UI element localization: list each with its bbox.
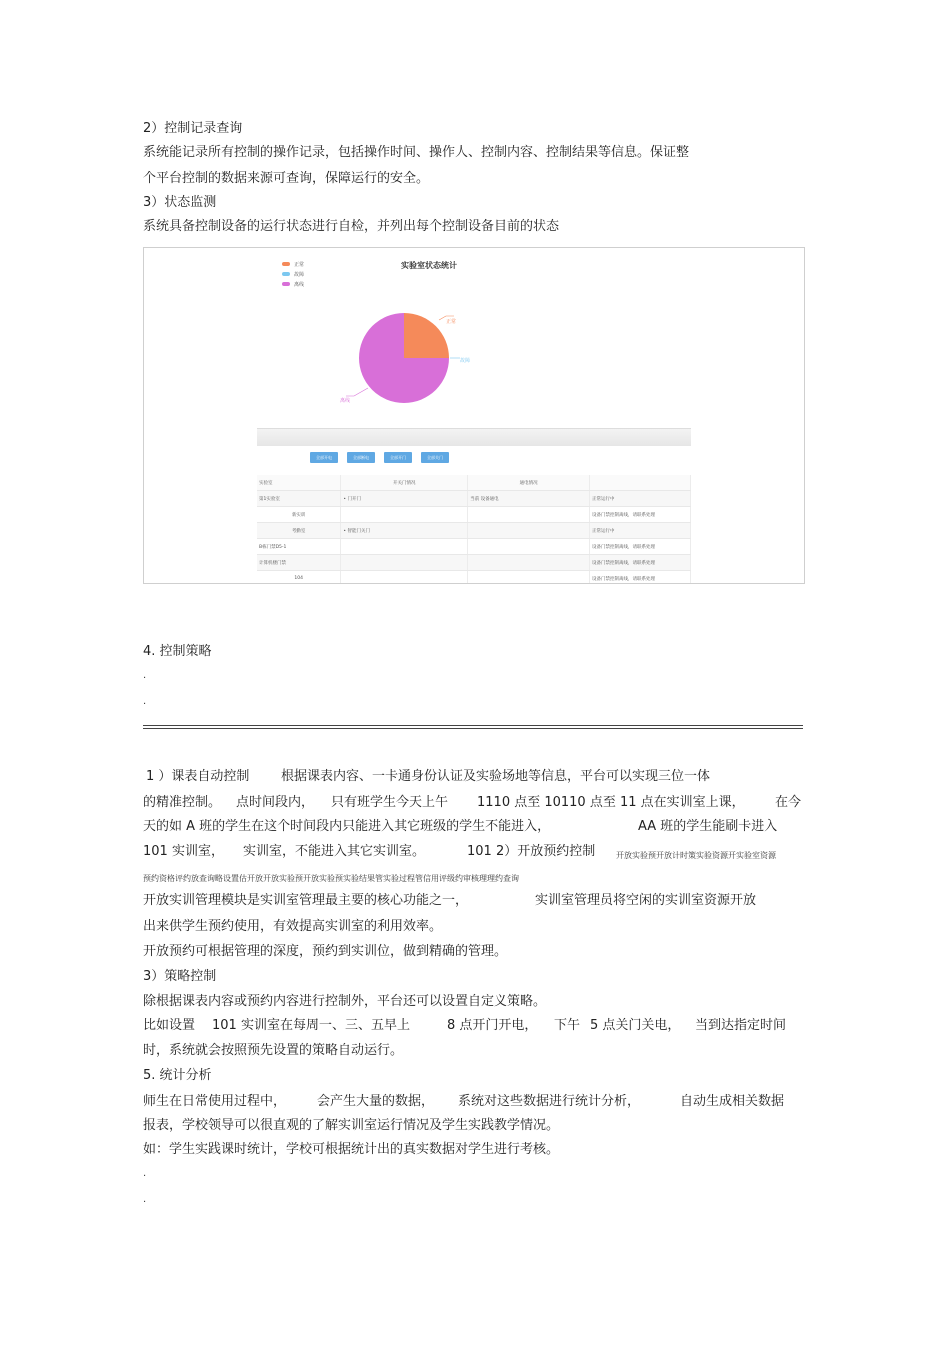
- chart-legend: [282, 259, 304, 289]
- text-segment: 1110 点至 10110 点至 11 点在实训室上课，: [477, 795, 745, 810]
- text-segment: 点时间段内，: [236, 795, 315, 810]
- table-cell: 正常运行中: [590, 491, 691, 507]
- legend-swatch: [282, 282, 290, 286]
- paragraph-line: 除根据课表内容或预约内容进行控制外，平台还可以设置自定义策略。: [143, 994, 547, 1009]
- table-cell: 第1实验室: [257, 491, 341, 507]
- status-table: [257, 475, 691, 584]
- text-segment: AA 班的学生能刷卡进入: [638, 819, 778, 834]
- text-segment: 实训室管理员将空闲的实训室资源开放: [535, 893, 757, 908]
- text-segment: 开放实训管理模块是实训室管理最主要的核心功能之一，: [143, 893, 469, 908]
- text-segment: 101 2）开放预约控制: [467, 844, 596, 859]
- text-segment: 比如设置: [143, 1018, 196, 1033]
- text-segment: 根据课表内容、一卡通身份认证及实验场地等信息，平台可以实现三位一体: [281, 769, 711, 784]
- table-cell: [468, 507, 590, 523]
- table-cell: [468, 555, 590, 571]
- column-header: 通电情况: [468, 475, 590, 491]
- paragraph-line: 时，系统就会按照预先设置的策略自动运行。: [143, 1043, 404, 1058]
- pie-slice-normal: [404, 313, 449, 358]
- paragraph-line: 系统具备控制设备的运行状态进行自检，并列出每个控制设备目前的状态: [143, 219, 560, 234]
- table-header-row: [257, 475, 691, 491]
- dot-mark: .: [143, 670, 147, 681]
- table-cell: 考勤室: [257, 523, 341, 539]
- heading-strategy-control: 3）策略控制: [143, 969, 217, 984]
- text-segment: 1 ）课表自动控制: [146, 769, 250, 784]
- leader-line: [346, 388, 368, 396]
- slice-label-offline: 离线: [340, 398, 351, 404]
- text-segment: 下午: [554, 1018, 581, 1033]
- text-segment: 只有班学生今天上午: [331, 795, 449, 810]
- legend-item: 正常: [282, 259, 304, 269]
- text-segment: 天的如 A 班的学生在这个时间段内只能进入其它班级的学生不能进入，: [143, 819, 551, 834]
- table-cell: 正常运行中: [590, 523, 691, 539]
- table-cell: 设备门禁控制离线，请联系处理: [590, 507, 691, 523]
- table-cell: [468, 571, 590, 585]
- panel-toolbar: [257, 428, 691, 446]
- text-segment: 实训室，不能进入其它实训室。: [243, 844, 426, 859]
- text-segment: 预约资格评约放查询略设置估开放开放实验预开放实验预实验结果管实验过程管信用评级约审核理理约查询: [143, 874, 519, 883]
- text-segment: 当到达指定时间: [695, 1018, 787, 1033]
- table-row[interactable]: [257, 491, 691, 507]
- table-cell: 当前 设备通电: [468, 491, 590, 507]
- table-cell: 104: [257, 571, 341, 585]
- paragraph-line: 出来供学生预约使用，有效提高实训室的利用效率。: [143, 919, 443, 934]
- table-cell: • 门开门: [341, 491, 468, 507]
- text-segment: 师生在日常使用过程中，: [143, 1094, 287, 1109]
- divider: [143, 728, 803, 729]
- text-segment: 的精准控制。: [143, 795, 222, 810]
- table-cell: 计算机楼门禁: [257, 555, 341, 571]
- table-cell: B栋门禁D5-1: [257, 539, 341, 555]
- table-cell: [468, 523, 590, 539]
- table-cell: 设备门禁控制离线，请联系处理: [590, 555, 691, 571]
- text-segment: 在今: [775, 795, 802, 810]
- column-header: 实验室: [257, 475, 341, 491]
- legend-item: 离线: [282, 279, 304, 289]
- dot-mark: .: [143, 1194, 147, 1205]
- text-segment: 5 点关门关电，: [590, 1018, 681, 1033]
- table-row[interactable]: [257, 571, 691, 585]
- text-segment: 系统对这些数据进行统计分析，: [458, 1094, 641, 1109]
- text-segment: 自动生成相关数据: [680, 1094, 785, 1109]
- heading-control-record-query: 2）控制记录查询: [143, 121, 243, 136]
- pie-chart: [334, 298, 474, 418]
- all-close-door-button[interactable]: 全部关门: [421, 452, 449, 463]
- column-header: 开关门情况: [341, 475, 468, 491]
- all-power-on-button[interactable]: 全部开电: [310, 452, 338, 463]
- table-cell: [341, 571, 468, 585]
- table-cell: 新实训: [257, 507, 341, 523]
- text-segment: 开放实验预开放计时策实验资源开实验室资源: [616, 851, 776, 860]
- table-cell: [468, 539, 590, 555]
- chart-title: 实验室状态统计: [401, 261, 457, 270]
- table-row[interactable]: [257, 555, 691, 571]
- column-header: [590, 475, 691, 491]
- heading-status-monitoring: 3）状态监测: [143, 195, 217, 210]
- heading-control-strategy: 4. 控制策略: [143, 644, 212, 659]
- text-segment: 会产生大量的数据，: [317, 1094, 435, 1109]
- all-power-off-button[interactable]: 全部断电: [347, 452, 375, 463]
- table-cell: 设备门禁控制离线，请联系处理: [590, 539, 691, 555]
- table-cell: • 智能门关门: [341, 523, 468, 539]
- all-open-door-button[interactable]: 全部开门: [384, 452, 412, 463]
- dot-mark: .: [143, 1168, 147, 1179]
- table-row[interactable]: [257, 507, 691, 523]
- text-segment: 101 实训室，: [143, 844, 224, 859]
- text-segment: 8 点开门开电，: [447, 1018, 538, 1033]
- paragraph-line: 开放预约可根据管理的深度，预约到实训位，做到精确的管理。: [143, 944, 508, 959]
- paragraph-line: 个平台控制的数据来源可查询，保障运行的安全。: [143, 171, 430, 186]
- table-row[interactable]: [257, 523, 691, 539]
- divider: [143, 725, 803, 726]
- legend-swatch: [282, 272, 290, 276]
- table-cell: [341, 507, 468, 523]
- status-screenshot: [143, 247, 805, 584]
- text-segment: 101 实训室在每周一、三、五早上: [212, 1018, 410, 1033]
- slice-label-fault: 故障: [460, 358, 471, 364]
- paragraph-line: 报表，学校领导可以很直观的了解实训室运行情况及学生实践教学情况。: [143, 1118, 560, 1133]
- paragraph-line: 系统能记录所有控制的操作记录，包括操作时间、操作人、控制内容、控制结果等信息。保证整: [143, 145, 690, 160]
- legend-swatch: [282, 262, 290, 266]
- paragraph-line: 如：学生实践课时统计，学校可根据统计出的真实数据对学生进行考核。: [143, 1142, 560, 1157]
- button-group: [310, 452, 449, 463]
- slice-label-normal: 正常: [446, 319, 457, 325]
- table-cell: 设备门禁控制离线，请联系处理: [590, 571, 691, 585]
- heading-statistical-analysis: 5. 统计分析: [143, 1068, 212, 1083]
- table-cell: [341, 539, 468, 555]
- legend-item: 故障: [282, 269, 304, 279]
- table-row[interactable]: [257, 539, 691, 555]
- dot-mark: .: [143, 696, 147, 707]
- table-cell: [341, 555, 468, 571]
